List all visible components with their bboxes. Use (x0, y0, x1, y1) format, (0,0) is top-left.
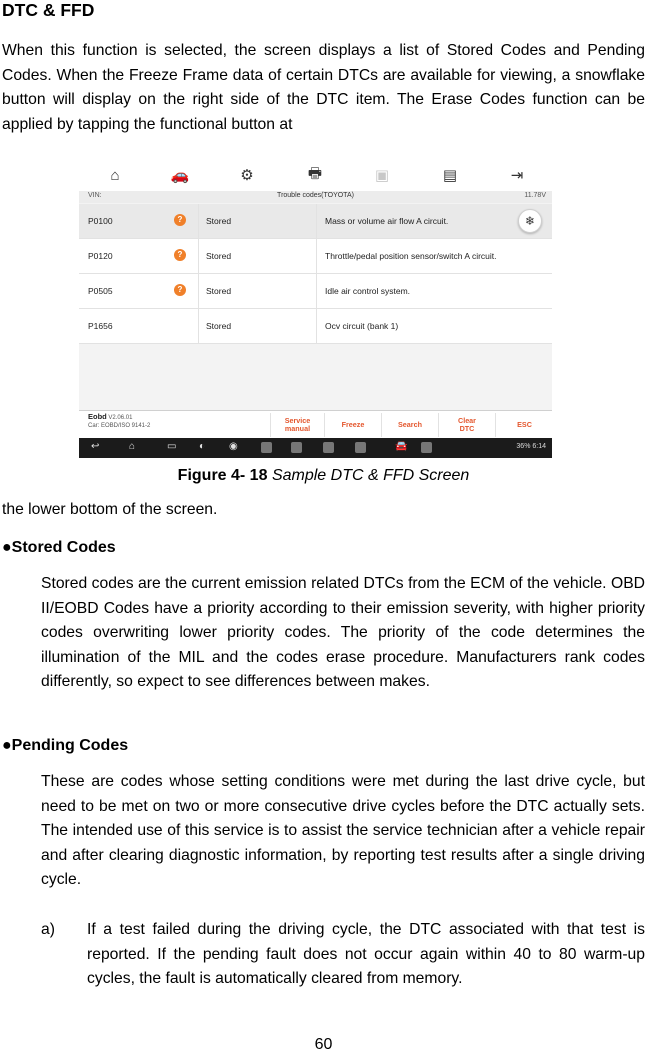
service-line2: manual (284, 424, 311, 433)
dtc-description: Mass or volume air flow A circuit. (325, 216, 449, 226)
home-nav-icon[interactable]: ⌂ (129, 441, 136, 452)
help-badge-icon[interactable]: ? (174, 249, 186, 261)
search-label: Search (398, 420, 422, 429)
dtc-status: Stored (206, 286, 232, 296)
clear-line2: DTC (459, 424, 475, 433)
protocol-label: Car: EOBD/ISO 9141-2 (88, 423, 151, 429)
app-icon[interactable] (291, 442, 302, 453)
car-nav-icon[interactable]: 🚘 (395, 441, 408, 452)
printer-icon[interactable]: 🖶 (307, 164, 323, 182)
dtc-description: Ocv circuit (bank 1) (325, 321, 399, 331)
section-heading: DTC & FFD (2, 0, 95, 20)
screen-toolbar (79, 159, 552, 192)
pending-codes-title: ●Pending Codes (2, 737, 129, 754)
stored-codes-body: Stored codes are the current emission related DTCs from the ECM of the vehicle. OBD II/EOBD Codes have a priority according to their emission severity, with higher priority codes overwriting lower priority codes. The priority of the code determines the illumination of the MIL and the codes erase procedure. Manufacturers rank codes differently, so expect to see differences between makes. (41, 575, 645, 690)
version-label: V2.06.01 (108, 415, 133, 421)
figure-caption (0, 467, 647, 485)
browser-icon[interactable]: ◐ (199, 441, 206, 452)
esc-button[interactable] (495, 413, 552, 437)
service-line1: Service (284, 416, 311, 425)
dtc-description: Throttle/pedal position sensor/switch A circuit. (325, 251, 497, 261)
dtc-row[interactable] (79, 204, 552, 239)
dtc-code: P0100 (88, 216, 113, 226)
gear-icon[interactable]: ⚙ (240, 167, 254, 184)
vin-label: VIN: (88, 192, 102, 199)
dtc-row[interactable] (79, 309, 552, 344)
list-marker: a) (41, 921, 55, 938)
search-button[interactable] (381, 413, 438, 437)
dtc-row[interactable] (79, 274, 552, 309)
list-text: If a test failed during the driving cycle, the DTC associated with that test is reported. If the pending fault does not occur again within 40 to 80 warm-up cycles, the fault is automatically cleared from memory. (87, 921, 645, 987)
mode-label: Eobd (88, 412, 107, 421)
page-number: 60 (314, 1036, 333, 1053)
dtc-row[interactable] (79, 239, 552, 274)
esc-label: ESC (517, 420, 532, 429)
dtc-status: Stored (206, 251, 232, 261)
exit-icon[interactable]: ⇥ (510, 167, 524, 184)
app-icon[interactable] (421, 442, 432, 453)
dtc-list (79, 204, 552, 344)
snowflake-icon[interactable]: ❄ (518, 209, 542, 233)
dtc-description: Idle air control system. (325, 286, 411, 296)
status-text: 36% 6:14 (516, 443, 546, 450)
android-navbar (79, 438, 552, 458)
battery-voltage: 11.78V (524, 192, 546, 199)
clear-dtc-button[interactable] (438, 413, 495, 437)
dtc-code: P0120 (88, 251, 113, 261)
dtc-code: P1656 (88, 321, 113, 331)
app-icon[interactable] (261, 442, 272, 453)
vehicle-info (88, 413, 150, 430)
figure-label: Figure 4- 18 (177, 467, 268, 484)
intro-continuation: the lower bottom of the screen. (2, 501, 218, 518)
dtc-status: Stored (206, 216, 232, 226)
stored-codes-title: ●Stored Codes (2, 539, 116, 556)
dtc-code: P0505 (88, 286, 113, 296)
back-icon[interactable]: ↩ (91, 441, 100, 452)
clear-line1: Clear (458, 416, 476, 425)
service-manual-button[interactable] (270, 413, 324, 437)
camera-icon[interactable]: ◉ (229, 441, 238, 452)
screen-infobar (79, 191, 552, 203)
app-icon[interactable] (355, 442, 366, 453)
help-icon[interactable]: ▣ (374, 167, 390, 184)
car-icon[interactable]: 🚗 (170, 167, 190, 184)
figure-description: Sample DTC & FFD Screen (271, 467, 470, 484)
save-icon[interactable]: ▤ (442, 167, 458, 184)
app-icon[interactable] (323, 442, 334, 453)
screen-title: Trouble codes(TOYOTA) (277, 192, 354, 199)
function-bar (79, 410, 552, 439)
help-badge-icon[interactable]: ? (174, 284, 186, 296)
intro-paragraph: When this function is selected, the screen displays a list of Stored Codes and Pending Codes. When the Freeze Frame data of certain DTCs are available for viewing, a snowflake button will display on the right side of the DTC item. The Erase Codes function can be applied by tapping the functional button at (2, 42, 645, 133)
dtc-screenshot (79, 159, 552, 458)
pending-codes-body: These are codes whose setting conditions were met during the last drive cycle, but need to be met on two or more consecutive drive cycles before the DTC actually sets. The intended use of this service is to assist the service technician after a vehicle repair and after clearing diagnostic information, by reporting test results after a single driving cycle. (41, 773, 645, 888)
dtc-status: Stored (206, 321, 232, 331)
freeze-label: Freeze (341, 420, 365, 429)
help-badge-icon[interactable]: ? (174, 214, 186, 226)
freeze-button[interactable] (324, 413, 381, 437)
recent-apps-icon[interactable]: ▭ (167, 441, 177, 452)
home-icon[interactable]: ⌂ (110, 166, 120, 184)
